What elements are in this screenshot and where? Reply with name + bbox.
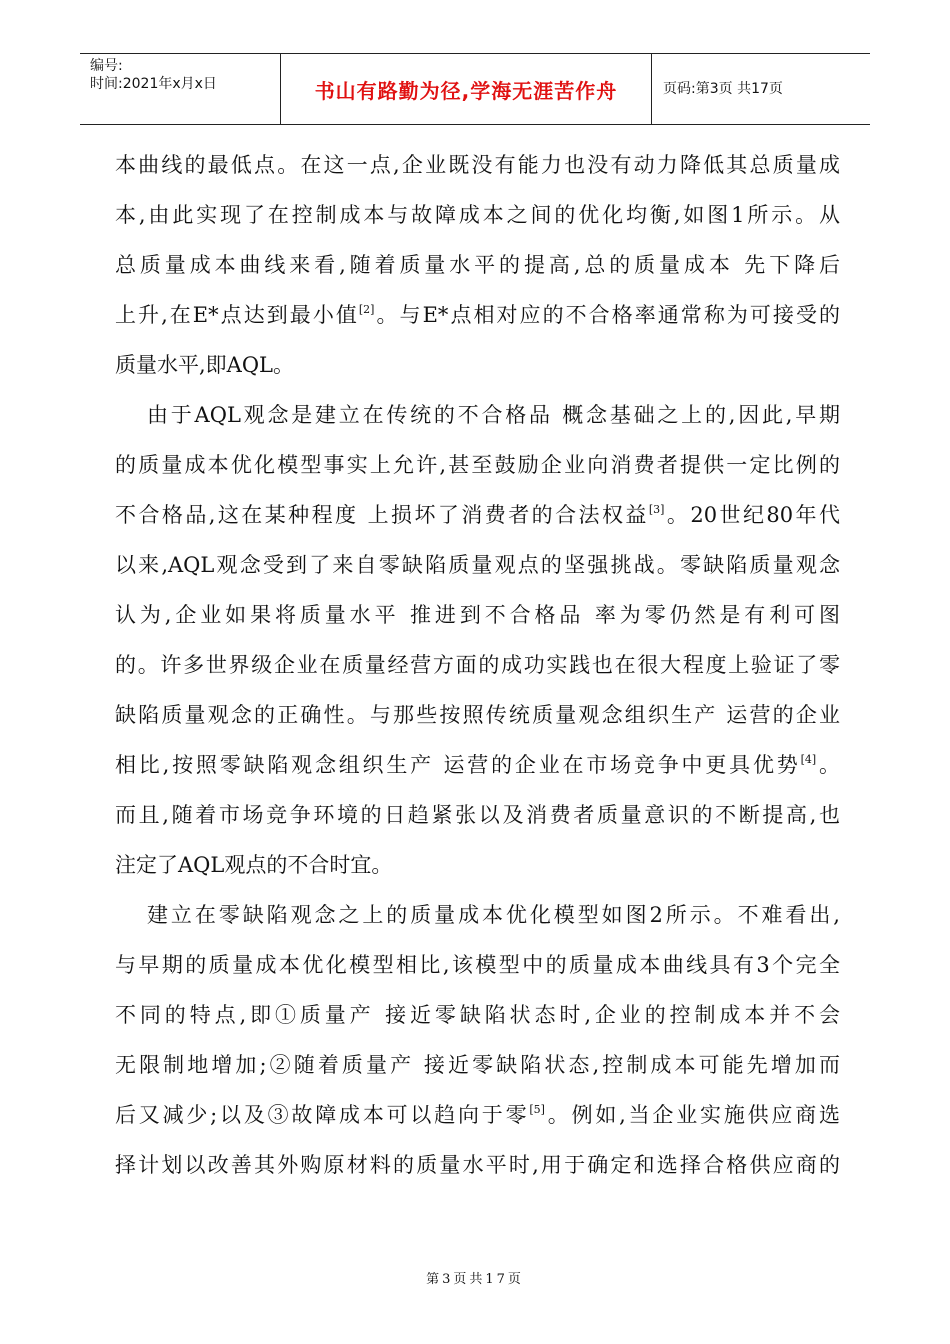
text-line: 总质量成本曲线来看,随着质量水平的提高,总的质量成本 先下降后: [115, 253, 840, 277]
number-label: 编号:: [90, 58, 123, 74]
citation-ref: [5]: [529, 1103, 545, 1116]
text-line: 与早期的质量成本优化模型相比,该模型中的质量成本曲线具有3个完全: [115, 953, 840, 977]
text-line: 以来,AQL观念受到了来自零缺陷质量观点的坚强挑战。零缺陷质量观念: [115, 553, 840, 577]
citation-ref: [4]: [800, 753, 817, 766]
citation-ref: [3]: [648, 503, 665, 516]
citation-ref: [2]: [358, 303, 375, 316]
text-line: 缺陷质量观念的正确性。与那些按照传统质量观念组织生产 运营的企业: [115, 703, 840, 727]
text-line: 不同的特点,即①质量产 接近零缺陷状态时,企业的控制成本并不会: [115, 1003, 840, 1027]
text-line: 相比,按照零缺陷观念组织生产 运营的企业在市场竞争中更具优势[4]。: [115, 753, 840, 777]
text-line: 的质量成本优化模型事实上允许,甚至鼓励企业向消费者提供一定比例的: [115, 453, 840, 477]
page-footer: 第3页共17页: [426, 1272, 524, 1287]
text-line: 质量水平,即AQL。: [115, 353, 295, 377]
text-line: 后又减少;以及③故障成本可以趋向于零[5]。例如,当企业实施供应商选: [115, 1103, 840, 1127]
header-meta: [80, 54, 280, 124]
text-line: 择计划以改善其外购原材料的质量水平时,用于确定和选择合格供应商的: [115, 1153, 840, 1177]
motto-text: 书山有路勤为径,学海无涯苦作舟: [314, 78, 618, 103]
body-text: [115, 148, 840, 1198]
text-line: 而且,随着市场竞争环境的日趋紧张以及消费者质量意识的不断提高,也: [115, 803, 840, 827]
text-line: 建立在零缺陷观念之上的质量成本优化模型如图2所示。不难看出,: [147, 903, 840, 927]
header-motto-cell: [280, 54, 652, 124]
header-page-info: 页码:第3页 共17页: [663, 80, 783, 97]
text-line: 认为,企业如果将质量水平 推进到不合格品 率为零仍然是有利可图: [115, 603, 840, 627]
text-line: 上升,在E*点达到最小值[2]。与E*点相对应的不合格率通常称为可接受的: [115, 303, 840, 327]
text-line: 由于AQL观念是建立在传统的不合格品 概念基础之上的,因此,早期: [147, 403, 840, 427]
text-line: 的。许多世界级企业在质量经营方面的成功实践也在很大程度上验证了零: [115, 653, 840, 677]
page-header: [80, 53, 870, 125]
text-line: 本,由此实现了在控制成本与故障成本之间的优化均衡,如图1所示。从: [115, 203, 840, 227]
text-line: 不合格品,这在某种程度 上损坏了消费者的合法权益[3]。20世纪80年代: [115, 503, 840, 527]
text-line: 本曲线的最低点。在这一点,企业既没有能力也没有动力降低其总质量成: [115, 153, 840, 177]
text-line: 注定了AQL观点的不合时宜。: [115, 853, 393, 877]
text-line: 无限制地增加;②随着质量产 接近零缺陷状态,控制成本可能先增加而: [115, 1053, 840, 1077]
time-label: 时间:2021年x月x日: [90, 76, 217, 92]
